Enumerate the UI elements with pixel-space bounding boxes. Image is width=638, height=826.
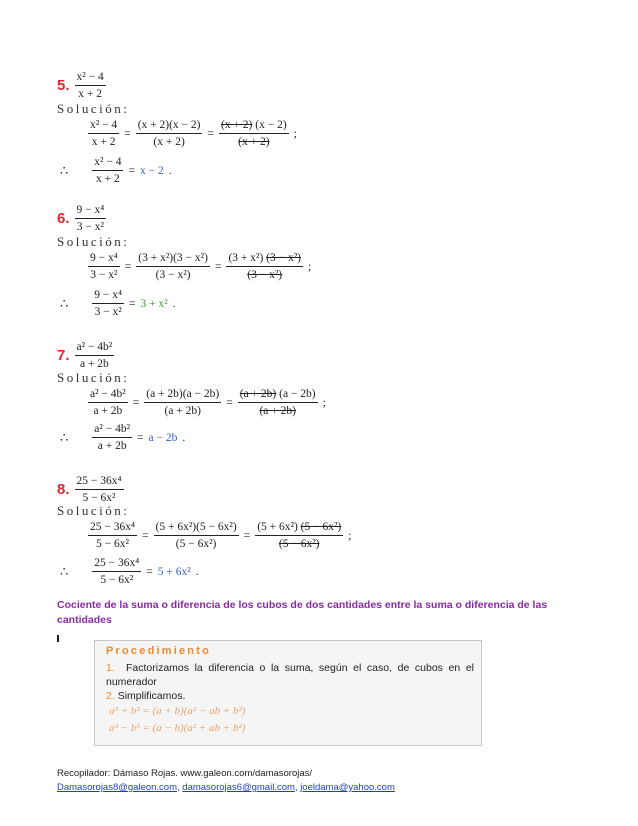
exercise-number: 6. (57, 210, 70, 228)
exercise-number: 7. (57, 347, 70, 365)
procedure-box (94, 640, 482, 746)
result-value: 3 + x² (140, 297, 168, 310)
exercise-number: 5. (57, 77, 70, 95)
exercise-5 (57, 70, 106, 102)
solution-step: $\frac{\text{25 − 36x⁴}}{\text{5 − 6x²}}$ = $\frac{\text{(5 + 6x²)(5 − 6x²)}}{\text{(5 − 6x²)}}$ = $\frac{\text{(5 + 6x²) (5 − 6x²)}}{\text{(5 − 6x²)}}$ ; (90, 521, 352, 551)
result-line: ∴ $\frac{\text{25 − 36x⁴}}{\text{5 − 6x²}}$ = 5 + 6x² . (60, 557, 199, 587)
formula-difference-cubes: a³ − b³ = (a − b)(a² + ab + b²) (109, 722, 246, 734)
formula-sum-cubes: a³ + b³ = (a + b)(a² − ab + b²) (109, 705, 246, 717)
result-value: a − 2b (148, 431, 178, 444)
footer: Recopilador: Dámaso Rojas. www.galeon.com/damasorojas/ Damasorojas8@galeon.com, damasorojas6@gmail.com, joeldama@yahoo.com (57, 768, 395, 793)
solution-step: $\frac{\text{x² − 4}}{x + 2}$ = $\frac{(x + 2)(x - 2)}{(x + 2)}$ = $\frac{(x + 2) (x - 2)}{(x + 2)}$ ; (90, 119, 297, 149)
exercise-6 (57, 203, 106, 235)
solution-label: Solución: (57, 503, 130, 518)
procedure-title: Procedimiento (106, 645, 212, 657)
exercise-8 (57, 474, 124, 506)
procedure-step-1: 1. Factorizamos la diferencia o la suma, según el caso, de cubos en el numerador (106, 662, 474, 688)
result-value: 5 + 6x² (157, 565, 191, 578)
result-line: ∴ $\frac{\text{x² − 4}}{x + 2}$ = x − 2 . (60, 156, 172, 186)
email-link-3[interactable]: joeldama@yahoo.com (300, 782, 395, 793)
solution-label: Solución: (57, 234, 130, 249)
solution-step: $\frac{\text{a² − 4b²}}{a + 2b}$ = $\frac{(a + 2b)(a - 2b)}{(a + 2b)}$ = $\frac{(a + 2b) (a - 2b)}{(a + 2b)}$ ; (90, 388, 326, 418)
exercise-7 (57, 340, 114, 372)
problem-fraction: $\frac{\text{x² − 4}}{x + 2}$ (76, 71, 104, 101)
exercise-number: 8. (57, 481, 70, 499)
cursor-marker (57, 635, 59, 642)
section-title: Cociente de la suma o diferencia de los cubos de dos cantidades entre la suma o diferencia de las cantidades (57, 599, 548, 626)
problem-fraction: $\frac{\text{25 − 36x⁴}}{\text{5 − 6x²}}$ (76, 475, 122, 505)
result-line: ∴ $\frac{\text{a² − 4b²}}{a + 2b}$ = a − 2b . (60, 423, 186, 453)
problem-fraction: $\frac{\text{a² − 4b²}}{a + 2b}$ (76, 341, 113, 371)
email-link-2[interactable]: damasorojas6@gmail.com (182, 782, 295, 793)
problem-fraction: $\frac{\text{9 − x⁴}}{\text{3 − x²}}$ (76, 204, 105, 234)
result-line: ∴ $\frac{\text{9 − x⁴}}{\text{3 − x²}}$ = 3 + x² . (60, 289, 176, 319)
solution-step: $\frac{\text{9 − x⁴}}{\text{3 − x²}}$ = $\frac{\text{(3 + x²)(3 − x²)}}{\text{(3 − x²)}}$ = $\frac{\text{(3 + x²) (3 − x²)}}{\text{(3 − x²)}}$ ; (90, 252, 312, 282)
solution-label: Solución: (57, 370, 130, 385)
solution-label: Solución: (57, 101, 130, 116)
procedure-step-2: 2. Simplificamos. (106, 690, 186, 702)
email-link-1[interactable]: Damasorojas8@galeon.com (57, 782, 178, 793)
footer-credit: Recopilador: Dámaso Rojas. www.galeon.com/damasorojas/ (57, 768, 313, 779)
result-value: x − 2 (139, 164, 164, 177)
